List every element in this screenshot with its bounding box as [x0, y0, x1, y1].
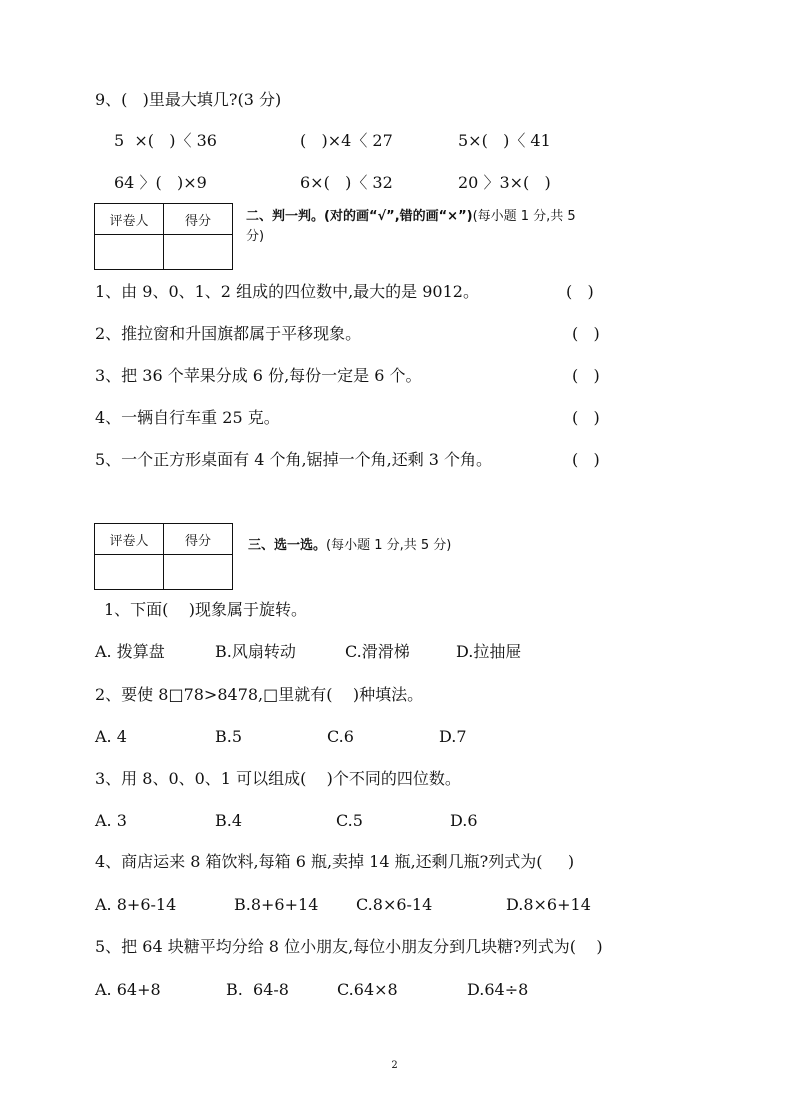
reviewer-header: 评卷人 — [95, 204, 164, 235]
section3-title-rest: (每小题 1 分,共 5 分) — [326, 538, 452, 553]
choice-option[interactable]: A. 3 — [95, 811, 127, 830]
answer-paren[interactable]: ( ) — [572, 408, 600, 427]
q9-item: ( )×4〈 27 — [300, 131, 393, 150]
choice-option[interactable]: A. 拨算盘 — [95, 642, 165, 661]
q9-item: 5×( )〈 41 — [458, 131, 551, 150]
choice-option[interactable]: B.4 — [215, 811, 243, 830]
choice-option[interactable]: B.风扇转动 — [215, 642, 296, 661]
judge-item: 2、推拉窗和升国旗都属于平移现象。 — [95, 324, 362, 343]
score-header: 得分 — [164, 204, 233, 235]
choice-question: 2、要使 8□78>8478,□里就有( )种填法。 — [95, 685, 424, 704]
choice-option[interactable]: A. 4 — [95, 727, 127, 746]
answer-paren[interactable]: ( ) — [572, 366, 600, 385]
section2-title-rest: (每小题 1 分,共 5 — [472, 209, 576, 224]
section2-title-line2: 分) — [246, 229, 265, 244]
score-header: 得分 — [164, 524, 233, 555]
answer-paren[interactable]: ( ) — [572, 324, 600, 343]
page-number: 2 — [391, 1060, 398, 1071]
choice-option[interactable]: C.64×8 — [337, 980, 398, 999]
judge-item: 4、一辆自行车重 25 克。 — [95, 408, 280, 427]
section3-title — [248, 536, 451, 556]
choice-option[interactable]: A. 64+8 — [95, 980, 161, 999]
q9-item: 20 〉3×( ) — [458, 173, 551, 192]
choice-option[interactable]: D.7 — [439, 727, 467, 746]
reviewer-cell[interactable] — [95, 555, 164, 590]
score-table — [94, 203, 233, 270]
score-cell[interactable] — [164, 555, 233, 590]
choice-option[interactable]: D.6 — [450, 811, 478, 830]
choice-option[interactable]: D.拉抽屉 — [456, 642, 522, 661]
choice-question: 4、商店运来 8 箱饮料,每箱 6 瓶,卖掉 14 瓶,还剩几瓶?列式为( ) — [95, 852, 575, 871]
judge-item: 5、一个正方形桌面有 4 个角,锯掉一个角,还剩 3 个角。 — [95, 450, 493, 469]
choice-question: 3、用 8、0、0、1 可以组成( )个不同的四位数。 — [95, 769, 461, 788]
choice-option[interactable]: C.8×6-14 — [356, 895, 433, 914]
choice-option[interactable]: C.5 — [336, 811, 363, 830]
judge-item: 1、由 9、0、1、2 组成的四位数中,最大的是 9012。 — [95, 282, 479, 301]
choice-option[interactable]: B.5 — [215, 727, 243, 746]
section3-title-bold: 三、选一选。 — [248, 538, 327, 553]
answer-paren[interactable]: ( ) — [572, 450, 600, 469]
q9-item: 6×( )〈 32 — [300, 173, 393, 192]
choice-question: 5、把 64 块糖平均分给 8 位小朋友,每位小朋友分到几块糖?列式为( ) — [95, 937, 603, 956]
choice-option[interactable]: D.64÷8 — [467, 980, 529, 999]
score-cell[interactable] — [164, 235, 233, 270]
choice-option[interactable]: A. 8+6-14 — [95, 895, 177, 914]
reviewer-header: 评卷人 — [95, 524, 164, 555]
answer-paren[interactable]: ( ) — [566, 282, 594, 301]
choice-option[interactable]: C.滑滑梯 — [345, 642, 410, 661]
choice-option[interactable]: C.6 — [327, 727, 354, 746]
section2-title-bold: 二、判一判。(对的画“√”,错的画“×”) — [246, 209, 473, 224]
choice-question: 1、下面( )现象属于旋转。 — [104, 600, 308, 619]
section2-title — [246, 207, 576, 227]
choice-option[interactable]: B.8+6+14 — [234, 895, 319, 914]
q9-item: 64 〉( )×9 — [114, 173, 207, 192]
q9-item: 5 ×( )〈 36 — [114, 131, 217, 150]
choice-option[interactable]: B. 64-8 — [226, 980, 289, 999]
judge-item: 3、把 36 个苹果分成 6 份,每份一定是 6 个。 — [95, 366, 422, 385]
q9-title: 9、( )里最大填几?(3 分) — [95, 90, 282, 109]
reviewer-cell[interactable] — [95, 235, 164, 270]
score-table — [94, 523, 233, 590]
choice-option[interactable]: D.8×6+14 — [506, 895, 591, 914]
